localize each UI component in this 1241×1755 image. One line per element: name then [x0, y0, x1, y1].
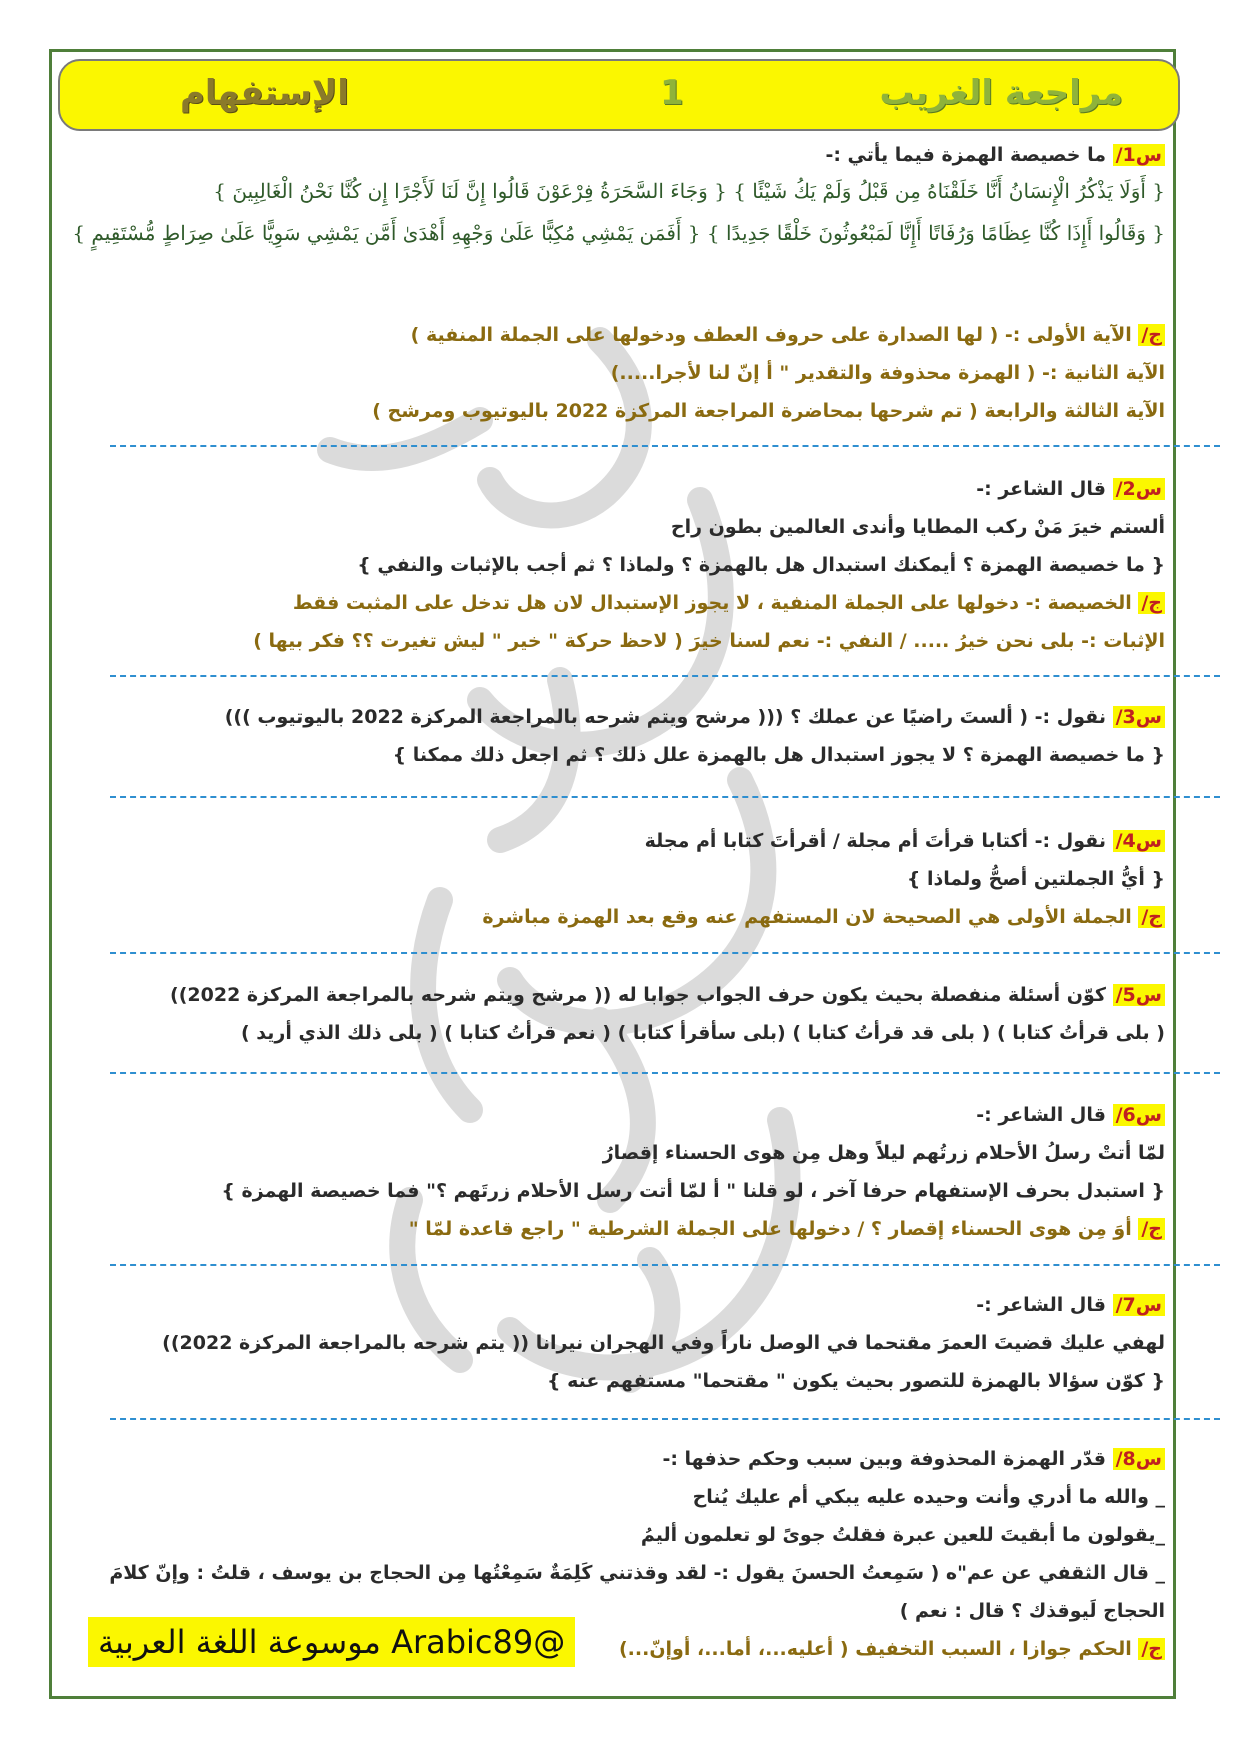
separator: [110, 796, 1220, 798]
separator: [110, 675, 1220, 677]
q4-answer-tag: ج/: [1138, 906, 1165, 928]
q4-question: { أيُّ الجملتين أصحُّ ولماذا }: [906, 868, 1165, 890]
q8-answer-1-text: الحكم جوازا ، السبب التخفيف ( أعليه...، أما...، أوإنّ...): [618, 1638, 1132, 1660]
q6-answer-tag: ج/: [1138, 1218, 1165, 1240]
q3-heading: [225, 704, 1165, 730]
separator: [110, 952, 1220, 954]
q3-text: نقول :- ( ألستَ راضيًا عن عملك ؟ ((( مرشح ويتم شرحه بالمراجعة المركزة 2022 باليوتيوب ))): [224, 706, 1106, 728]
q7-verse: لهفي عليك قضيتَ العمرَ مقتحما في الوصل ناراً وفي الهجران نيرانا (( يتم شرحه بالمراجعة المركزة 2022)): [162, 1332, 1165, 1354]
header-title: مراجعة الغريب: [879, 73, 1123, 113]
q8-text: قدّر الهمزة المحذوفة وبين سبب وحكم حذفها :-: [662, 1448, 1106, 1470]
q8-answer-1: [619, 1636, 1165, 1662]
q6-answer-1: [409, 1216, 1165, 1242]
q1-heading: [825, 142, 1165, 168]
q8-line-4: الحجاج لَيوقذك ؟ قال : نعم ): [899, 1600, 1165, 1622]
q7-heading: [976, 1292, 1165, 1318]
q2-answer-1-text: الخصيصة :- دخولها على الجملة المنفية ، لا يجوز الإستبدال لان هل تدخل على المثبت فقط: [292, 592, 1132, 614]
q1-answer-3: الآية الثالثة والرابعة ( تم شرحها بمحاضرة المراجعة المركزة 2022 باليوتيوب ومرشح ): [372, 400, 1165, 422]
q2-verse: ألستم خيرَ مَنْ ركب المطايا وأندى العالمين بطون راح: [670, 516, 1165, 538]
q7-question: { كوّن سؤالا بالهمزة للتصور بحيث يكون " مقتحما" مستفهم عنه }: [547, 1370, 1165, 1392]
q8-heading: [662, 1446, 1165, 1472]
q4-answer-1: [482, 904, 1165, 930]
q7-tag: س7/: [1113, 1294, 1165, 1316]
q5-text: كوّن أسئلة منفصلة بحيث يكون حرف الجواب جوابا له (( مرشح ويتم شرحه بالمراجعة المركزة 2022)): [170, 984, 1106, 1006]
q8-tag: س8/: [1113, 1448, 1165, 1470]
q6-text: قال الشاعر :-: [976, 1104, 1106, 1126]
q6-question: { استبدل بحرف الإستفهام حرفا آخر ، لو قلنا " أ لمّا أتت رسل الأحلام زرتَهم ؟" فما خصيصة الهمزة }: [221, 1180, 1165, 1202]
q2-heading: [976, 476, 1165, 502]
q1-quran-line-2: { وَقَالُوا أَإِذَا كُنَّا عِظَامًا وَرُفَاتًا أَإِنَّا لَمَبْعُوثُونَ خَلْقًا جَدِيدًا } { أَفَمَن يَمْشِي مُكِبًّا عَلَىٰ وَجْهِهِ أَهْدَىٰ أَمَّن يَمْشِي سَوِيًّا عَلَىٰ صِرَاطٍ مُّسْتَقِيمٍ }: [72, 221, 1165, 245]
q4-text: نقول :- أكتابا قرأتَ أم مجلة / أقرأتَ كتابا أم مجلة: [644, 830, 1106, 852]
q8-line-3: _ قال الثقفي عن عم"ه ( سَمِعتُ الحسنَ يقول :- لقد وقذتني كَلِمَةٌ سَمِعْتُها مِن الحجاج بن يوسف ، قلتُ : وإنّ كلامَ: [109, 1562, 1165, 1584]
page-header: [58, 59, 1180, 131]
header-topic: الإستفهام: [180, 73, 349, 113]
footer-badge: موسوعة اللغة العربية Arabic89@: [88, 1617, 575, 1667]
separator: [110, 445, 1220, 447]
separator: [110, 1072, 1220, 1074]
q6-heading: [976, 1102, 1165, 1128]
q1-quran-line-1: { أَوَلَا يَذْكُرُ الْإِنسَانُ أَنَّا خَلَقْنَاهُ مِن قَبْلُ وَلَمْ يَكُ شَيْئًا } { وَجَاءَ السَّحَرَةُ فِرْعَوْنَ قَالُوا إِنَّ لَنَا لَأَجْرًا إِن كُنَّا نَحْنُ الْغَالِبِينَ }: [213, 179, 1165, 203]
q8-answer-tag: ج/: [1138, 1638, 1165, 1660]
q3-tag: س3/: [1113, 706, 1165, 728]
q7-text: قال الشاعر :-: [976, 1294, 1106, 1316]
q1-tag: س1/: [1113, 144, 1165, 166]
q5-heading: [170, 982, 1165, 1008]
q1-answer-2: الآية الثانية :- ( الهمزة محذوفة والتقدير " أ إنّ لنا لأجرا.....): [610, 362, 1165, 384]
q5-examples: ( بلى قرأتُ كتابا ) ( بلى قد قرأتُ كتابا ) (بلى سأقرأ كتابا ) ( نعم قرأتُ كتابا ) ( بلى ذلك الذي أريد ): [240, 1022, 1165, 1044]
q6-tag: س6/: [1113, 1104, 1165, 1126]
q1-text: ما خصيصة الهمزة فيما يأتي :-: [825, 144, 1106, 166]
q2-answer-1: [293, 590, 1165, 616]
q8-line-1: _ والله ما أدري وأنت وحيده عليه يبكي أم عليك يُناح: [692, 1486, 1165, 1508]
header-page-number: 1: [660, 73, 684, 113]
q4-heading: [645, 828, 1165, 854]
separator: [110, 1418, 1220, 1420]
q8-line-2: _يقولون ما أبقيتَ للعين عبرة فقلتُ جوىً لو تعلمون أليمُ: [640, 1524, 1165, 1546]
separator: [110, 1264, 1220, 1266]
q4-tag: س4/: [1113, 830, 1165, 852]
q4-answer-1-text: الجملة الأولى هي الصحيحة لان المستفهم عنه وقع بعد الهمزة مباشرة: [482, 906, 1132, 928]
q2-answer-tag: ج/: [1138, 592, 1165, 614]
q6-verse: لمّا أتتْ رسلُ الأحلام زرتُهم ليلاً وهل مِن هوى الحسناء إقصارُ: [602, 1142, 1165, 1164]
q1-answer-1-text: الآية الأولى :- ( لها الصدارة على حروف العطف ودخولها على الجملة المنفية ): [410, 324, 1132, 346]
q1-answer-tag: ج/: [1138, 324, 1165, 346]
q5-tag: س5/: [1113, 984, 1165, 1006]
q2-text: قال الشاعر :-: [976, 478, 1106, 500]
q3-question: { ما خصيصة الهمزة ؟ لا يجوز استبدال هل بالهمزة علل ذلك ؟ ثم اجعل ذلك ممكنا }: [392, 744, 1165, 766]
q1-answer-1: [411, 322, 1165, 348]
q2-question: { ما خصيصة الهمزة ؟ أيمكنك استبدال هل بالهمزة ؟ ولماذا ؟ ثم أجب بالإثبات والنفي }: [357, 554, 1165, 576]
q6-answer-1-text: أوَ مِن هوى الحسناء إقصار ؟ / دخولها على الجملة الشرطية " راجع قاعدة لمّا ": [408, 1218, 1132, 1240]
q2-tag: س2/: [1113, 478, 1165, 500]
q2-answer-2: الإثبات :- بلى نحن خيرُ ..... / النفي :- نعم لسنا خيرَ ( لاحظ حركة " خير " ليش تغيرت ؟؟ فكر بيها ): [253, 630, 1165, 652]
